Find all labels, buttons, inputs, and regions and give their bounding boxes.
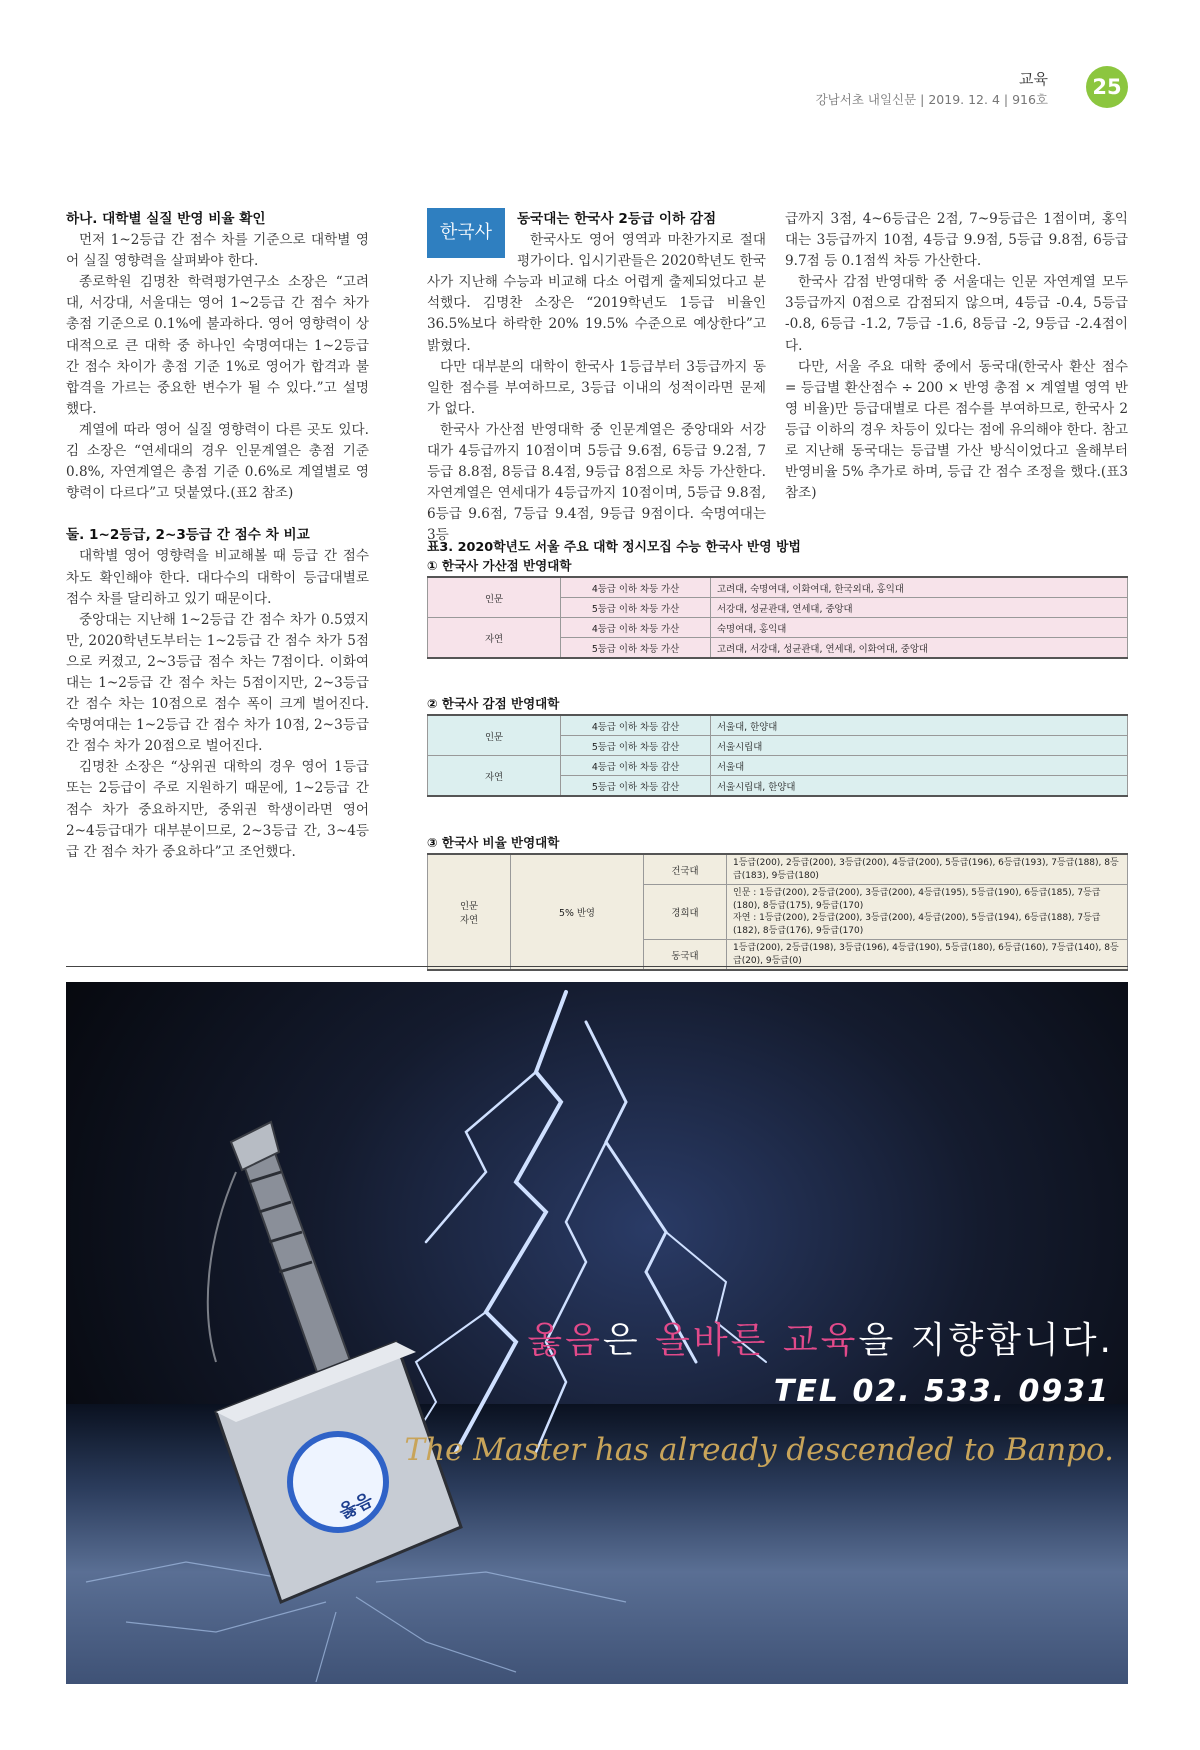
crack-line [316, 1612, 336, 1682]
publication-info: 강남서초 내일신문 | 2019. 12. 4 | 916호 [815, 92, 1048, 107]
university-cell: 동국대 [644, 940, 727, 971]
korean-history-badge: 한국사 [427, 208, 505, 258]
slogan-word: 은 [602, 1320, 656, 1361]
ad-slogan [527, 1312, 1114, 1363]
table-row [428, 854, 1128, 885]
lightning-bolt [426, 1072, 536, 1242]
hammer [208, 1122, 461, 1602]
table-section-title: ② 한국사 감점 반영대학 [427, 696, 560, 711]
crack-line [376, 1572, 626, 1602]
slogan-word [768, 1320, 782, 1361]
paragraph: 계열에 따라 영어 실질 영향력이 다른 곳도 있다. 김 소장은 “연세대의 경우 인문계열은 총점 기준 0.8%, 자연계열은 총점 기준 0.6%로 계열별로 영향력이 다르다”고 덧붙였다.(표2 참조) [66, 421, 369, 502]
paragraph: 먼저 1~2등급 간 점수 차를 기준으로 대학별 영어 실질 영향력을 살펴봐야 한다. [66, 232, 369, 270]
group-cell: 인문 [428, 577, 561, 618]
paragraph: 종로학원 김명찬 학력평가연구소 소장은 “고려대, 서강대, 서울대는 영어 1~2등급 간 점수 차가 총점 기준으로 0.1%에 불과하다. 영어 영향력이 상대적으로 큰 대학 중 하나인 숙명여대는 1~2등급 간 점수 차이가 총점 기준 1%로 영어가 합격과 불합격을 가르는 중요한 변수가 될 수 있다.”고 설명했다. [66, 274, 369, 417]
paragraph: 한국사도 영어 영역과 마찬가지로 절대평가이다. 입시기관들은 2020학년도 한국사가 지난해 수능과 비교해 다소 어렵게 출제되었다고 분석했다. 김명찬 소장은 “2019학년도 1등급 비율인 36.5%보다 하락한 20% 19.5% 수준으로 예상한다”고 밝혔다. [427, 232, 766, 354]
hammer-logo-circle [290, 1434, 386, 1530]
paragraph: 한국사 감점 반영대학 중 서울대는 인문 자연계열 모두 3등급까지 0점으로 감점되지 않으며, 4등급 -0.4, 5등급 -0.8, 6등급 -1.2, 7등급 -1.6, 8등급 -2, 9등급 -2.4점이다. [785, 274, 1128, 354]
condition-cell: 5등급 이하 차등 가산 [561, 638, 711, 659]
right-column [785, 209, 1128, 504]
table-row [428, 715, 1128, 736]
floor-cracks [86, 1562, 626, 1682]
group-cell: 인문 자연 [428, 854, 511, 970]
crack-line [126, 1602, 326, 1632]
bonus-table [427, 576, 1128, 659]
universities-cell: 서울시립대 [711, 736, 1128, 756]
lightning-bolts [386, 992, 769, 1482]
university-cell: 경희대 [644, 885, 727, 940]
scores-cell: 1등급(200), 2등급(198), 3등급(196), 4등급(190), 5등급(180), 6등급(160), 7등급(140), 8등급(20), 9등급(0) [727, 940, 1128, 971]
slogan-word: 옳음 [527, 1320, 603, 1361]
table-section-title: ① 한국사 가산점 반영대학 [427, 558, 572, 573]
ad-english-tagline: The Master has already descended to Banpo. [404, 1432, 1114, 1468]
paragraph: 김명찬 소장은 “상위권 대학의 경우 영어 1등급 또는 2등급이 주로 지원하기 때문에, 1~2등급 간 점수 차가 중요하지만, 중위권 학생이라면 영어 2~4등급대가 대부분이므로, 2~3등급 간, 3~4등급 간 점수 차가 중요하다”고 조언했다. [66, 759, 369, 860]
subheading-2: 둘. 1~2등급, 2~3등급 간 점수 차 비교 [66, 527, 310, 544]
paragraph: 대학별 영어 영향력을 비교해볼 때 등급 간 점수차도 확인해야 한다. 대다수의 대학이 등급대별로 점수 차를 달리하고 있기 때문이다. [66, 548, 369, 607]
condition-cell: 5등급 이하 차등 감산 [561, 776, 711, 797]
table-section-title: ③ 한국사 비율 반영대학 [427, 835, 560, 850]
penalty-table [427, 714, 1128, 797]
universities-cell: 고려대, 숙명여대, 이화여대, 한국외대, 홍익대 [711, 577, 1128, 598]
universities-cell: 고려대, 서강대, 성균관대, 연세대, 이화여대, 중앙대 [711, 638, 1128, 659]
scores-cell: 1등급(200), 2등급(200), 3등급(200), 4등급(200), 5등급(196), 6등급(193), 7등급(188), 8등급(183), 9등급(180) [727, 854, 1128, 885]
slogan-word: 을 지향합니다. [858, 1320, 1114, 1361]
universities-cell: 숙명여대, 홍익대 [711, 618, 1128, 638]
slogan-word: 올바른 [655, 1320, 769, 1361]
hammer-logo: 옳음 [335, 1489, 377, 1524]
condition-cell: 4등급 이하 차등 가산 [561, 577, 711, 598]
hammer-strap [208, 1172, 236, 1362]
condition-cell: 5등급 이하 차등 가산 [561, 598, 711, 618]
paragraph: 다만 대부분의 대학이 한국사 1등급부터 3등급까지 동일한 점수를 부여하므로, 3등급 이내의 성적이라면 문제가 없다. [427, 358, 766, 417]
ratio-table [427, 853, 1128, 971]
scores-cell: 인문 : 1등급(200), 2등급(200), 3등급(200), 4등급(195), 5등급(190), 6등급(185), 7등급(180), 8등급(175), 9등급(170) 자연 : 1등급(200), 2등급(200), 3등급(200), 4등급(200), 5등급(194), 6등급(188), 7등급(182), 8등급(176), 9등급(170) [727, 885, 1128, 940]
paragraph: 급까지 3점, 4~6등급은 2점, 7~9등급은 1점이며, 홍익대는 3등급까지 10점, 4등급 9.9점, 5등급 9.8점, 6등급 9.7점 등 0.1점씩 차등 가산한다. [785, 211, 1128, 270]
lightning-bolt [536, 1142, 606, 1452]
paragraph: 중앙대는 지난해 1~2등급 간 점수 차가 0.5였지만, 2020학년도부터는 1~2등급 간 점수 차가 5점으로 커졌고, 2~3등급 점수 차는 7점이다. 이화여대는 1~2등급 간 점수 차는 5점이지만, 2~3등급 간 점수 차는 10점으로 점수 폭이 크게 벌어진다. 숙명여대는 1~2등급 간 점수 차가 10점, 2~3등급 간 점수 차가 20점으로 벌어진다. [66, 611, 369, 755]
universities-cell: 서울대, 한양대 [711, 715, 1128, 736]
section-divider [66, 966, 1128, 967]
middle-subheading: 동국대는 한국사 2등급 이하 감점 [517, 211, 717, 227]
page-number-badge: 25 [1086, 66, 1128, 108]
universities-cell: 서강대, 성균관대, 연세대, 중앙대 [711, 598, 1128, 618]
group-cell: 인문 [428, 715, 561, 756]
table-row [428, 618, 1128, 638]
slogan-word: 교육 [782, 1320, 859, 1361]
condition-cell: 4등급 이하 차등 감산 [561, 715, 711, 736]
table-row [428, 756, 1128, 776]
condition-cell: 5등급 이하 차등 감산 [561, 736, 711, 756]
left-column [66, 209, 369, 863]
ratio-cell: 5% 반영 [511, 854, 644, 970]
table-title: 표3. 2020학년도 서울 주요 대학 정시모집 수능 한국사 반영 방법 [427, 540, 801, 555]
crack-line [356, 1597, 516, 1672]
group-cell: 자연 [428, 756, 561, 797]
middle-column [427, 209, 766, 547]
subheading-1: 하나. 대학별 실질 반영 비율 확인 [66, 211, 266, 227]
lightning-bolt [456, 992, 566, 1452]
condition-cell: 4등급 이하 차등 감산 [561, 756, 711, 776]
paragraph: 한국사 가산점 반영대학 중 인문계열은 중앙대와 서강대가 4등급까지 10점이며 5등급 9.6점, 6등급 9.2점, 7등급 8.8점, 8등급 8.4점, 9등급 8점으로 차등 가산한다. 자연계열은 연세대가 4등급까지 10점이며, 5등급 9.8점, 6등급 9.6점, 7등급 9.4점, 9등급 9점이다. 숙명여대는 3등 [427, 421, 766, 544]
university-cell: 건국대 [644, 854, 727, 885]
paragraph: 다만, 서울 주요 대학 중에서 동국대(한국사 환산 점수 = 등급별 환산점수 ÷ 200 × 반영 총점 × 계열별 영역 반영 비율)만 등급대별로 다른 점수를 부여하므로, 한국사 2등급 이하의 경우 차등이 있다는 점에 유의해야 한다. 참고로 지난해 동국대는 등급별 가산 방식이었다고 올해부터 반영비율 5% 추가로 하며, 등급 간 점수 조정을 했다.(표3 참조) [785, 358, 1128, 502]
ad-telephone: TEL 02. 533. 0931 [773, 1374, 1110, 1409]
advertisement [66, 982, 1128, 1684]
group-cell: 자연 [428, 618, 561, 659]
table-row [428, 577, 1128, 598]
condition-cell: 4등급 이하 차등 가산 [561, 618, 711, 638]
lightning-bolt [586, 1022, 696, 1362]
universities-cell: 서울시립대, 한양대 [711, 776, 1128, 797]
universities-cell: 서울대 [711, 756, 1128, 776]
section-name: 교육 [1019, 70, 1048, 88]
